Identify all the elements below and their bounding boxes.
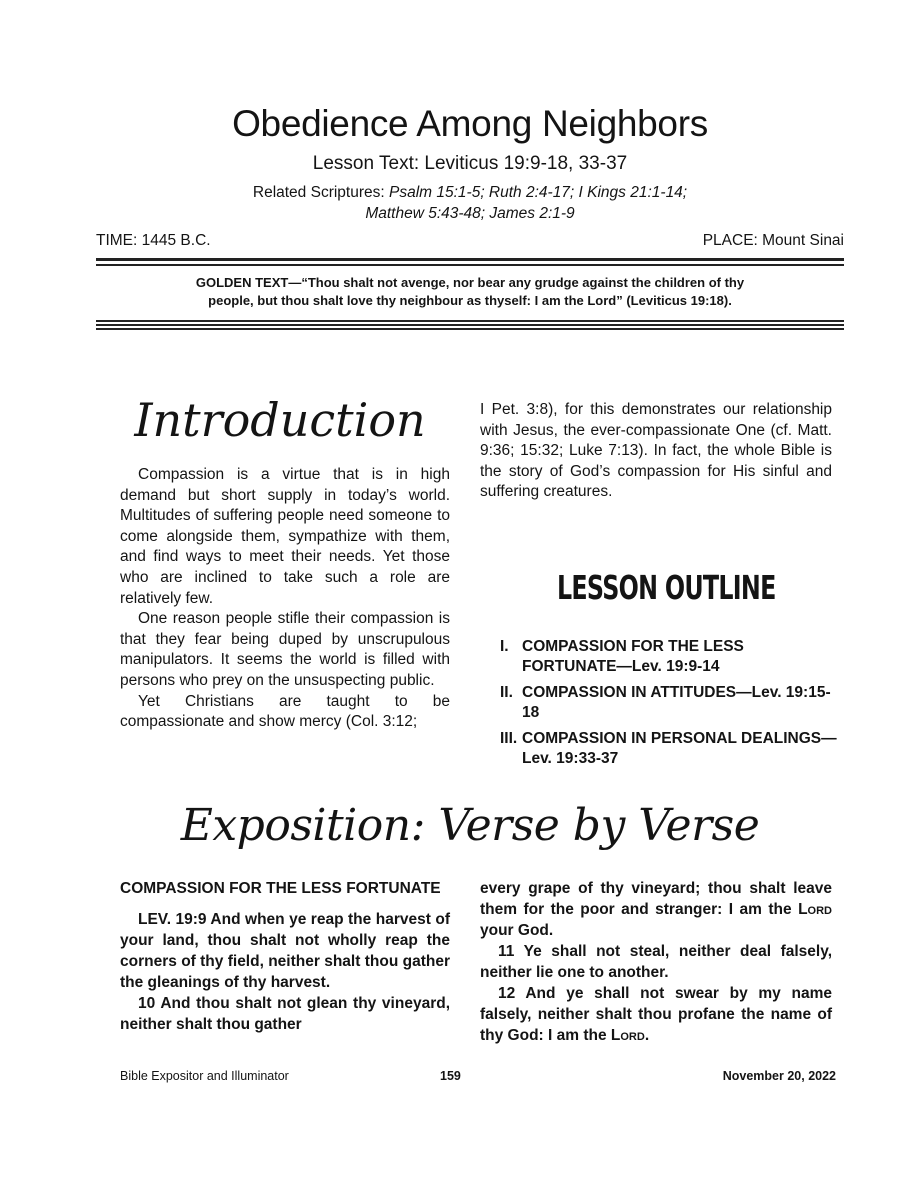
intro-paragraph-2: One reason people stifle their compassion is that they fear being duped by unscrupulous manipulators. It seems the world is filled with persons who prey on the unsuspecting public. (120, 610, 450, 689)
outline-item-3 (500, 729, 840, 769)
outline-text-1: COMPASSION FOR THE LESS FORTUNATE—Lev. 19:9-14 (522, 638, 744, 675)
introduction-heading: Introduction (134, 393, 426, 447)
verse-10b-end: your God. (480, 922, 554, 939)
introduction-left-column (120, 465, 450, 733)
verse-10-continued (480, 878, 832, 941)
divider-bottom (96, 320, 844, 326)
lesson-text: Lesson Text: Leviticus 19:9-18, 33-37 (312, 153, 628, 174)
time: TIME: 1445 B.C. (96, 232, 211, 249)
verse-11: 11 Ye shall not steal, neither deal falsely, neither lie one to another. (480, 943, 832, 981)
verse-12-end: . (644, 1027, 650, 1044)
related-line-2: Matthew 5:43-48; James 2:1-9 (365, 205, 575, 222)
related-line-1: Psalm 15:1-5; Ruth 2:4-17; I Kings 21:1-14; (389, 184, 688, 201)
exposition-left-column (120, 878, 450, 1035)
related-label: Related Scriptures: (252, 184, 389, 201)
time-place-row (96, 232, 844, 250)
outline-item-2 (500, 683, 840, 723)
outline-num-3: III. (500, 730, 518, 747)
exposition-subheading: COMPASSION FOR THE LESS FORTUNATE (120, 880, 441, 897)
divider-top (96, 258, 844, 266)
exposition-heading: Exposition: Verse by Verse (180, 800, 760, 851)
outline-item-1 (500, 637, 840, 677)
lesson-outline-heading: LESSON OUTLINE (557, 568, 776, 607)
verse-12-text: 12 And ye shall not swear by my name falsely, neither shalt thou profane the name of thy God: I am the (480, 985, 832, 1044)
intro-paragraph-1: Compassion is a virtue that is in high demand but short supply in today’s world. Multitudes of suffering people need someone to come alongside them, sympathize with them, and find ways to meet their needs. Yet those who are inclined to take such a role are relatively few. (120, 466, 450, 607)
golden-text (96, 266, 844, 318)
related-scriptures (96, 182, 844, 224)
lesson-outline-list (500, 637, 840, 775)
exposition-right-column (480, 878, 832, 1046)
introduction-right-column (480, 400, 832, 503)
verse-10: 10 And thou shalt not glean thy vineyard, neither shalt thou gather (120, 995, 450, 1033)
lord-smallcaps-2: Lord (610, 1027, 645, 1044)
footer-date: November 20, 2022 (722, 1069, 836, 1083)
outline-num-2: II. (500, 684, 513, 701)
intro-paragraph-3: Yet Christians are taught to be compassionate and show mercy (Col. 3:12; (120, 692, 450, 731)
footer-page-number: 159 (440, 1069, 461, 1083)
divider-bottom-2 (96, 328, 844, 330)
footer-publication: Bible Expositor and Illuminator (120, 1069, 289, 1083)
outline-text-2: COMPASSION IN ATTITUDES—Lev. 19:15-18 (522, 684, 831, 721)
lesson-title: Obedience Among Neighbors (232, 103, 708, 144)
verse-9: LEV. 19:9 And when ye reap the harvest of your land, thou shalt not wholly reap the corners of thy field, neither shalt thou gather the gleanings of thy harvest. (120, 911, 450, 991)
intro-paragraph-4: I Pet. 3:8), for this demonstrates our relationship with Jesus, the ever-compassionate One (cf. Matt. 9:36; 15:32; Luke 7:13). In fact, the whole Bible is the story of God’s compassion for His sinful and suffering creatures. (480, 401, 832, 501)
golden-text-line-1: GOLDEN TEXT—“Thou shalt not avenge, nor bear any grudge against the children of thy (195, 275, 745, 290)
place: PLACE: Mount Sinai (702, 232, 844, 249)
verse-10b-text: every grape of thy vineyard; thou shalt leave them for the poor and stranger: I am the (480, 880, 832, 918)
lord-smallcaps-1: Lord (798, 901, 832, 918)
lesson-header (96, 100, 844, 330)
outline-text-3: COMPASSION IN PERSONAL DEALINGS—Lev. 19:33-37 (522, 730, 837, 767)
verse-12 (480, 983, 832, 1046)
outline-num-1: I. (500, 638, 509, 655)
golden-text-line-2: people, but thou shalt love thy neighbour as thyself: I am the Lord” (Leviticus 19:18). (208, 293, 732, 308)
